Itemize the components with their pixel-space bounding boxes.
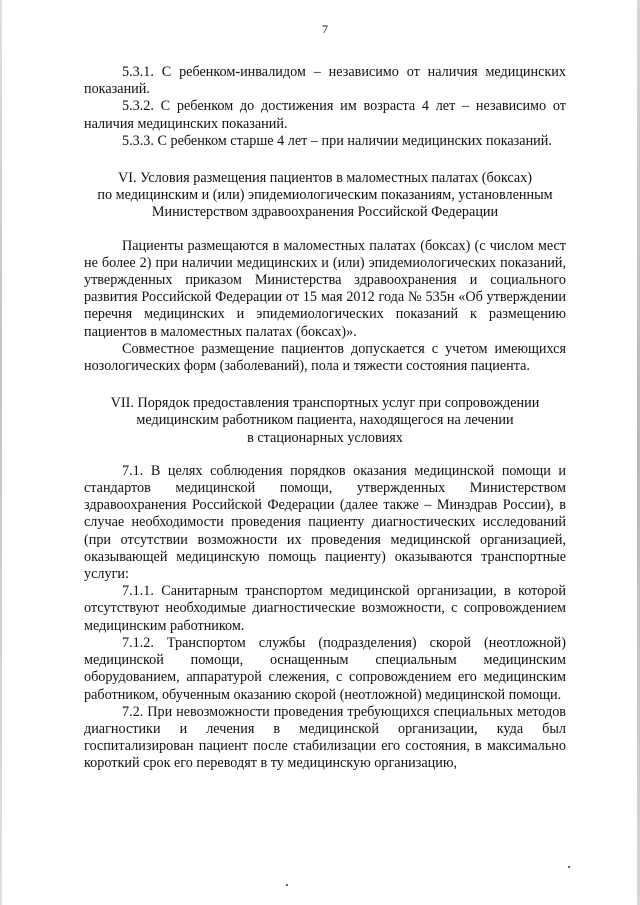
page-number: 7 (322, 22, 328, 36)
section-6-heading-line-1: VI. Условия размещения пациентов в маломестных палатах (боксах) (118, 170, 532, 187)
paragraph-7-1: 7.1. В целях соблюдения порядков оказания медицинской помощи и стандартов медицинской помощи, утвержденных Министерством здравоохранения Российской Федерации (далее также – Минздрав России), в случае необходимости проведения пациенту диагностических исследований (при отсутствии возможности их проведения медицинской организацией, оказывающей медицинскую помощь пациенту) оказываются транспортные услуги: (84, 462, 566, 583)
paragraph-7-2: 7.2. При невозможности проведения требующихся специальных методов диагностики и лечения в медицинской организации, куда был госпитализирован пациент после стабилизации его состояния, в максимально короткий срок его переводят в ту медицинскую организацию, (84, 703, 566, 772)
section-7-heading-line-1: VII. Порядок предоставления транспортных услуг при сопровождении (110, 395, 540, 412)
scan-speck (286, 884, 288, 886)
paragraph-5-3-2: 5.3.2. С ребенком до достижения им возраста 4 лет – независимо от наличия медицинских показаний. (84, 98, 566, 132)
section-6-paragraph-2: Совместное размещение пациентов допускается с учетом имеющихся нозологических форм (заболеваний), пола и тяжести состояния пациента. (84, 340, 566, 375)
section-6-heading-line-3: Министерством здравоохранения Российской Федерации (151, 204, 499, 221)
paragraph-7-1-2: 7.1.2. Транспортом службы (подразделения) скорой (неотложной) медицинской помощи, оснащенным специальным медицинским оборудованием, аппаратурой слежения, с сопровождением его медицинским работником, обученным оказанию скорой (неотложной) медицинской помощи. (84, 634, 566, 703)
paragraph-5-3-3: 5.3.3. С ребенком старше 4 лет – при наличии медицинских показаний. (122, 132, 552, 149)
paragraph-7-1-1: 7.1.1. Санитарным транспортом медицинской организации, в которой отсутствуют необходимые диагностические возможности, с сопровождением медицинским работником. (84, 583, 566, 634)
section-7-heading-line-2: медицинским работником пациента, находящегося на лечении (136, 412, 514, 429)
scan-speck (568, 866, 570, 868)
scan-edge-left (0, 0, 2, 905)
document-page (84, 22, 566, 773)
paragraph-5-3-1: 5.3.1. С ребенком-инвалидом – независимо от наличия медицинских показаний. (84, 64, 566, 98)
section-6-heading-line-2: по медицинским и (или) эпидемиологическим показаниям, установленным (97, 187, 553, 204)
section-6-paragraph-1: Пациенты размещаются в маломестных палатах (боксах) (с числом мест не более 2) при наличии медицинских и (или) эпидемиологических показаний, утвержденных приказом Министерства здравоохранения и социального развития Российской Федерации от 15 мая 2012 года № 535н «Об утверждении перечня медицинских и эпидемиологических показаний к размещению пациентов в маломестных палатах (боксах)». (84, 237, 566, 340)
section-7-heading-line-3: в стационарных условиях (247, 429, 403, 446)
